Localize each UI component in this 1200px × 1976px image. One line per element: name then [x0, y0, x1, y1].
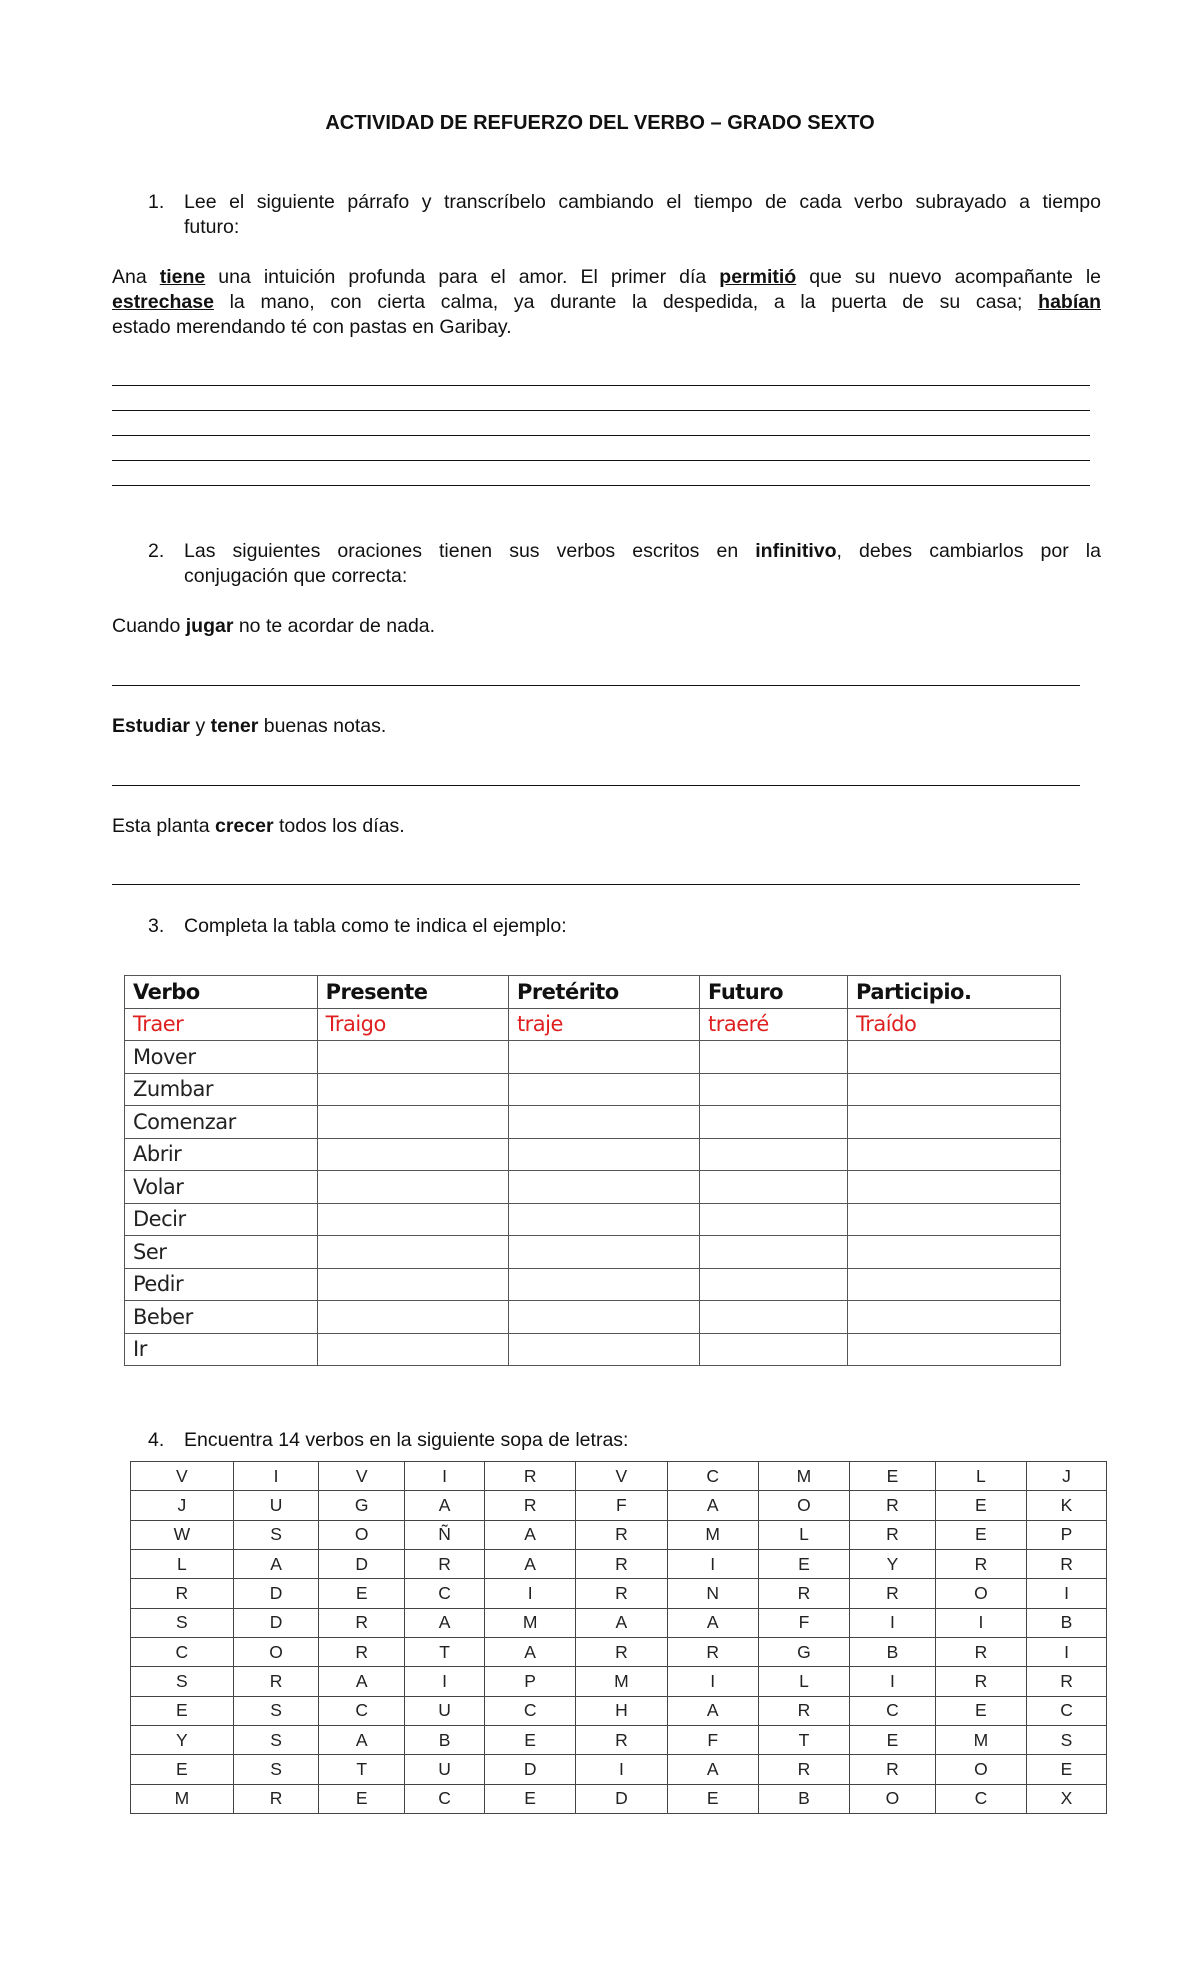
example-cell: traje — [508, 1008, 699, 1041]
word-search-cell[interactable]: E — [1027, 1755, 1107, 1784]
word-search-cell[interactable]: E — [131, 1696, 234, 1725]
word-search-cell[interactable]: S — [233, 1755, 319, 1784]
word-search-cell[interactable]: I — [405, 1667, 485, 1696]
word-search-cell[interactable]: N — [667, 1579, 758, 1608]
word-search-cell[interactable]: T — [758, 1725, 849, 1754]
word-search-cell[interactable]: S — [131, 1608, 234, 1637]
word-search-cell[interactable]: M — [485, 1608, 576, 1637]
blank-cell[interactable] — [508, 1236, 699, 1269]
word-search-cell[interactable]: B — [850, 1637, 936, 1666]
exercise-2-instruction-line-1: Las siguientes oraciones tienen sus verbos escritos en infinitivo, debes cambiarlos por la — [184, 540, 1101, 562]
table-row — [125, 1301, 1061, 1334]
word-search-cell[interactable]: Ñ — [405, 1520, 485, 1549]
blank-cell[interactable] — [508, 1073, 699, 1106]
word-search-cell[interactable]: E — [485, 1725, 576, 1754]
verb-cell: Decir — [125, 1203, 318, 1236]
blank-cell[interactable] — [700, 1138, 848, 1171]
word-search-cell[interactable]: R — [1027, 1549, 1107, 1578]
verb-table — [124, 975, 1061, 1366]
blank-cell[interactable] — [848, 1073, 1061, 1106]
word-search-cell[interactable]: K — [1027, 1491, 1107, 1520]
word-search-cell[interactable]: S — [233, 1520, 319, 1549]
word-search-cell[interactable]: I — [667, 1549, 758, 1578]
blank-cell[interactable] — [317, 1268, 508, 1301]
underlined-verb: tiene — [159, 266, 206, 288]
table-row — [125, 1236, 1061, 1269]
word-search-cell[interactable]: R — [576, 1725, 667, 1754]
blank-cell[interactable] — [700, 1106, 848, 1139]
underlined-verb: estrechase — [112, 291, 214, 313]
table-row — [125, 1203, 1061, 1236]
word-search-cell[interactable]: E — [319, 1784, 405, 1813]
sentence-2: Estudiar y tener buenas notas. — [112, 715, 387, 737]
blank-cell[interactable] — [317, 1171, 508, 1204]
blank-cell[interactable] — [508, 1041, 699, 1074]
word-search-cell[interactable]: R — [758, 1696, 849, 1725]
word-search-cell[interactable]: O — [935, 1755, 1026, 1784]
answer-line[interactable] — [112, 410, 1090, 411]
column-header: Pretérito — [508, 976, 699, 1009]
word-search-cell[interactable]: D — [233, 1579, 319, 1608]
verb-cell: Mover — [125, 1041, 318, 1074]
word-search-cell[interactable]: T — [405, 1637, 485, 1666]
answer-line[interactable] — [112, 485, 1090, 486]
word-search-cell[interactable]: U — [405, 1696, 485, 1725]
underlined-verb: habían — [1038, 291, 1101, 313]
table-row — [125, 1073, 1061, 1106]
word-search-cell[interactable]: L — [758, 1667, 849, 1696]
word-search-cell[interactable]: E — [850, 1462, 936, 1491]
blank-cell[interactable] — [508, 1138, 699, 1171]
exercise-1-instruction-line-2: futuro: — [184, 216, 240, 238]
blank-cell[interactable] — [848, 1203, 1061, 1236]
word-search-cell[interactable]: R — [935, 1637, 1026, 1666]
blank-cell[interactable] — [700, 1203, 848, 1236]
word-search-cell[interactable]: I — [405, 1462, 485, 1491]
word-search-cell[interactable]: M — [131, 1784, 234, 1813]
word-search-cell[interactable]: J — [1027, 1462, 1107, 1491]
exercise-4-instruction: Encuentra 14 verbos en la siguiente sopa de letras: — [184, 1429, 629, 1451]
word-search-cell[interactable]: E — [319, 1579, 405, 1608]
exercise-2-number: 2. — [148, 540, 165, 562]
word-search-cell[interactable]: R — [485, 1491, 576, 1520]
word-search-cell[interactable]: E — [131, 1755, 234, 1784]
word-search-cell[interactable]: F — [667, 1725, 758, 1754]
exercise-1-instruction — [184, 190, 1101, 240]
verb-cell: Zumbar — [125, 1073, 318, 1106]
exercise-3-instruction: Completa la tabla como te indica el ejemplo: — [184, 915, 567, 937]
blank-cell[interactable] — [317, 1333, 508, 1366]
word-search-cell[interactable]: O — [935, 1579, 1026, 1608]
word-search-cell[interactable]: W — [131, 1520, 234, 1549]
word-search-cell[interactable]: R — [576, 1637, 667, 1666]
word-search-cell[interactable]: C — [405, 1784, 485, 1813]
word-search-cell[interactable]: F — [576, 1491, 667, 1520]
word-search-row — [131, 1755, 1107, 1784]
column-header: Verbo — [125, 976, 318, 1009]
word-search-cell[interactable]: C — [405, 1579, 485, 1608]
example-row — [125, 1008, 1061, 1041]
word-search-cell[interactable]: A — [485, 1637, 576, 1666]
word-search-cell[interactable]: R — [758, 1755, 849, 1784]
word-search-cell[interactable]: R — [405, 1549, 485, 1578]
paragraph-line-2: estrechase la mano, con cierta calma, ya durante la despedida, a la puerta de su casa; habían — [112, 291, 1101, 313]
blank-cell[interactable] — [848, 1236, 1061, 1269]
word-search-row — [131, 1579, 1107, 1608]
verb-cell: Volar — [125, 1171, 318, 1204]
word-search-cell[interactable]: E — [935, 1491, 1026, 1520]
word-search-cell[interactable]: A — [667, 1608, 758, 1637]
column-header: Futuro — [700, 976, 848, 1009]
word-search-row — [131, 1784, 1107, 1813]
word-search-cell[interactable]: A — [319, 1667, 405, 1696]
word-search-cell[interactable]: R — [758, 1579, 849, 1608]
word-search-cell[interactable]: R — [485, 1462, 576, 1491]
blank-cell[interactable] — [700, 1041, 848, 1074]
blank-cell[interactable] — [848, 1301, 1061, 1334]
blank-cell[interactable] — [700, 1301, 848, 1334]
exercise-1-number: 1. — [148, 191, 165, 213]
word-search-cell[interactable]: E — [758, 1549, 849, 1578]
word-search-cell[interactable]: O — [319, 1520, 405, 1549]
table-row — [125, 1041, 1061, 1074]
word-search-cell[interactable]: D — [319, 1549, 405, 1578]
blank-cell[interactable] — [317, 1203, 508, 1236]
word-search-cell[interactable]: I — [485, 1579, 576, 1608]
paragraph-line-3: estado merendando té con pastas en Garibay. — [112, 316, 512, 338]
word-search-row — [131, 1696, 1107, 1725]
example-cell: Traigo — [317, 1008, 508, 1041]
word-search-cell[interactable]: A — [576, 1608, 667, 1637]
underlined-verb: permitió — [719, 266, 797, 288]
blank-cell[interactable] — [700, 1268, 848, 1301]
word-search-cell[interactable]: Y — [850, 1549, 936, 1578]
word-search-cell[interactable]: B — [1027, 1608, 1107, 1637]
word-search-cell[interactable]: U — [405, 1755, 485, 1784]
word-search-cell[interactable]: I — [935, 1608, 1026, 1637]
exercise-2-instruction — [184, 539, 1101, 589]
word-search-cell[interactable]: R — [233, 1784, 319, 1813]
table-row — [125, 1268, 1061, 1301]
blank-cell[interactable] — [700, 1333, 848, 1366]
blank-cell[interactable] — [508, 1106, 699, 1139]
word-search-cell[interactable]: R — [233, 1667, 319, 1696]
word-search-row — [131, 1725, 1107, 1754]
word-search-row — [131, 1637, 1107, 1666]
word-search-cell[interactable]: V — [319, 1462, 405, 1491]
blank-cell[interactable] — [700, 1073, 848, 1106]
word-search-cell[interactable]: D — [233, 1608, 319, 1637]
word-search-row — [131, 1667, 1107, 1696]
word-search-cell[interactable]: I — [850, 1667, 936, 1696]
word-search-row — [131, 1608, 1107, 1637]
word-search-cell[interactable]: I — [1027, 1579, 1107, 1608]
word-search-cell[interactable]: B — [758, 1784, 849, 1813]
verb-cell: Beber — [125, 1301, 318, 1334]
table-header-row — [125, 976, 1061, 1009]
word-search-cell[interactable]: A — [405, 1491, 485, 1520]
word-search-cell[interactable]: V — [576, 1462, 667, 1491]
word-search-cell[interactable]: I — [233, 1462, 319, 1491]
blank-cell[interactable] — [317, 1106, 508, 1139]
blank-cell[interactable] — [317, 1073, 508, 1106]
word-search-cell[interactable]: L — [935, 1462, 1026, 1491]
word-search-cell[interactable]: C — [850, 1696, 936, 1725]
verb-cell: Ser — [125, 1236, 318, 1269]
word-search-cell[interactable]: R — [576, 1520, 667, 1549]
answer-line[interactable] — [112, 685, 1080, 686]
word-search-cell[interactable]: E — [935, 1696, 1026, 1725]
word-search-cell[interactable]: I — [576, 1755, 667, 1784]
word-search-cell[interactable]: C — [131, 1637, 234, 1666]
word-search-grid — [130, 1461, 1107, 1814]
word-search-cell[interactable]: C — [935, 1784, 1026, 1813]
word-search-cell[interactable]: L — [758, 1520, 849, 1549]
word-search-cell[interactable]: R — [850, 1755, 936, 1784]
blank-cell[interactable] — [508, 1171, 699, 1204]
blank-cell[interactable] — [848, 1138, 1061, 1171]
word-search-cell[interactable]: M — [576, 1667, 667, 1696]
word-search-cell[interactable]: S — [1027, 1725, 1107, 1754]
blank-cell[interactable] — [508, 1301, 699, 1334]
table-row — [125, 1171, 1061, 1204]
word-search-cell[interactable]: R — [850, 1491, 936, 1520]
word-search-cell[interactable]: C — [485, 1696, 576, 1725]
blank-cell[interactable] — [700, 1236, 848, 1269]
blank-cell[interactable] — [848, 1268, 1061, 1301]
word-search-cell[interactable]: E — [935, 1520, 1026, 1549]
word-search-cell[interactable]: O — [758, 1491, 849, 1520]
word-search-cell[interactable]: P — [485, 1667, 576, 1696]
word-search-cell[interactable]: H — [576, 1696, 667, 1725]
answer-line[interactable] — [112, 435, 1090, 436]
blank-cell[interactable] — [700, 1171, 848, 1204]
blank-cell[interactable] — [848, 1106, 1061, 1139]
example-cell: traeré — [700, 1008, 848, 1041]
paragraph-line-1: Ana tiene una intuición profunda para el amor. El primer día permitió que su nuevo acompañante le — [112, 266, 1101, 288]
table-row — [125, 1106, 1061, 1139]
word-search-cell[interactable]: I — [1027, 1637, 1107, 1666]
page-title: ACTIVIDAD DE REFUERZO DEL VERBO – GRADO SEXTO — [325, 112, 875, 134]
word-search-cell[interactable]: M — [667, 1520, 758, 1549]
word-search-row — [131, 1491, 1107, 1520]
word-search-cell[interactable]: Y — [131, 1725, 234, 1754]
word-search-cell[interactable]: A — [485, 1549, 576, 1578]
blank-cell[interactable] — [317, 1301, 508, 1334]
word-search-row — [131, 1462, 1107, 1491]
word-search-cell[interactable]: X — [1027, 1784, 1107, 1813]
word-search-cell[interactable]: C — [319, 1696, 405, 1725]
word-search-cell[interactable]: S — [233, 1696, 319, 1725]
answer-line[interactable] — [112, 385, 1090, 386]
word-search-cell[interactable]: R — [667, 1637, 758, 1666]
word-search-cell[interactable]: D — [576, 1784, 667, 1813]
exercise-3-number: 3. — [148, 915, 165, 937]
word-search-cell[interactable]: I — [667, 1667, 758, 1696]
word-search-cell[interactable]: A — [667, 1491, 758, 1520]
word-search-cell[interactable]: S — [131, 1667, 234, 1696]
table-row — [125, 1138, 1061, 1171]
word-search-cell[interactable]: D — [485, 1755, 576, 1784]
word-search-cell[interactable]: G — [758, 1637, 849, 1666]
verb-cell: Pedir — [125, 1268, 318, 1301]
word-search-cell[interactable]: L — [131, 1549, 234, 1578]
verb-cell: Comenzar — [125, 1106, 318, 1139]
table-row — [125, 1333, 1061, 1366]
answer-line[interactable] — [112, 460, 1090, 461]
word-search-cell[interactable]: R — [576, 1549, 667, 1578]
blank-cell[interactable] — [508, 1203, 699, 1236]
verb-cell: Abrir — [125, 1138, 318, 1171]
blank-cell[interactable] — [317, 1041, 508, 1074]
word-search-cell[interactable]: A — [233, 1549, 319, 1578]
word-search-cell[interactable]: P — [1027, 1520, 1107, 1549]
word-search-cell[interactable]: M — [758, 1462, 849, 1491]
word-search-cell[interactable]: C — [667, 1462, 758, 1491]
blank-cell[interactable] — [848, 1333, 1061, 1366]
sentence-3: Esta planta crecer todos los días. — [112, 815, 405, 837]
word-search-cell[interactable]: O — [850, 1784, 936, 1813]
sentence-1: Cuando jugar no te acordar de nada. — [112, 615, 436, 637]
exercise-4-number: 4. — [148, 1429, 165, 1451]
column-header: Participio. — [848, 976, 1061, 1009]
word-search-row — [131, 1520, 1107, 1549]
blank-cell[interactable] — [317, 1236, 508, 1269]
example-cell: Traer — [125, 1008, 318, 1041]
word-search-cell[interactable]: A — [667, 1755, 758, 1784]
word-search-cell[interactable]: I — [850, 1608, 936, 1637]
word-search-cell[interactable]: R — [935, 1667, 1026, 1696]
word-search-cell[interactable]: G — [319, 1491, 405, 1520]
exercise-1-instruction-line-1: Lee el siguiente párrafo y transcríbelo cambiando el tiempo de cada verbo subrayado a tiempo — [184, 191, 1101, 213]
word-search-cell[interactable]: R — [576, 1579, 667, 1608]
word-search-cell[interactable]: T — [319, 1755, 405, 1784]
word-search-cell[interactable]: S — [233, 1725, 319, 1754]
blank-cell[interactable] — [508, 1333, 699, 1366]
word-search-cell[interactable]: V — [131, 1462, 234, 1491]
word-search-cell[interactable]: E — [667, 1784, 758, 1813]
word-search-cell[interactable]: J — [131, 1491, 234, 1520]
word-search-cell[interactable]: R — [1027, 1667, 1107, 1696]
word-search-cell[interactable]: U — [233, 1491, 319, 1520]
exercise-2-instruction-line-2: conjugación que correcta: — [184, 565, 408, 587]
word-search-cell[interactable]: B — [405, 1725, 485, 1754]
word-search-cell[interactable]: R — [319, 1637, 405, 1666]
word-search-cell[interactable]: E — [485, 1784, 576, 1813]
word-search-cell[interactable]: R — [131, 1579, 234, 1608]
example-cell: Traído — [848, 1008, 1061, 1041]
word-search-cell[interactable]: R — [935, 1549, 1026, 1578]
word-search-cell[interactable]: O — [233, 1637, 319, 1666]
blank-cell[interactable] — [317, 1138, 508, 1171]
word-search-cell[interactable]: R — [319, 1608, 405, 1637]
word-search-cell[interactable]: R — [850, 1579, 936, 1608]
word-search-cell[interactable]: A — [405, 1608, 485, 1637]
column-header: Presente — [317, 976, 508, 1009]
exercise-1-paragraph — [112, 265, 1101, 340]
word-search-cell[interactable]: E — [850, 1725, 936, 1754]
verb-cell: Ir — [125, 1333, 318, 1366]
word-search-cell[interactable]: A — [319, 1725, 405, 1754]
word-search-cell[interactable]: M — [935, 1725, 1026, 1754]
word-search-row — [131, 1549, 1107, 1578]
word-search-cell[interactable]: A — [667, 1696, 758, 1725]
word-search-cell[interactable]: F — [758, 1608, 849, 1637]
word-search-cell[interactable]: R — [850, 1520, 936, 1549]
answer-line[interactable] — [112, 785, 1080, 786]
blank-cell[interactable] — [848, 1041, 1061, 1074]
blank-cell[interactable] — [508, 1268, 699, 1301]
blank-cell[interactable] — [848, 1171, 1061, 1204]
word-search-cell[interactable]: C — [1027, 1696, 1107, 1725]
answer-line[interactable] — [112, 884, 1080, 885]
word-search-cell[interactable]: A — [485, 1520, 576, 1549]
